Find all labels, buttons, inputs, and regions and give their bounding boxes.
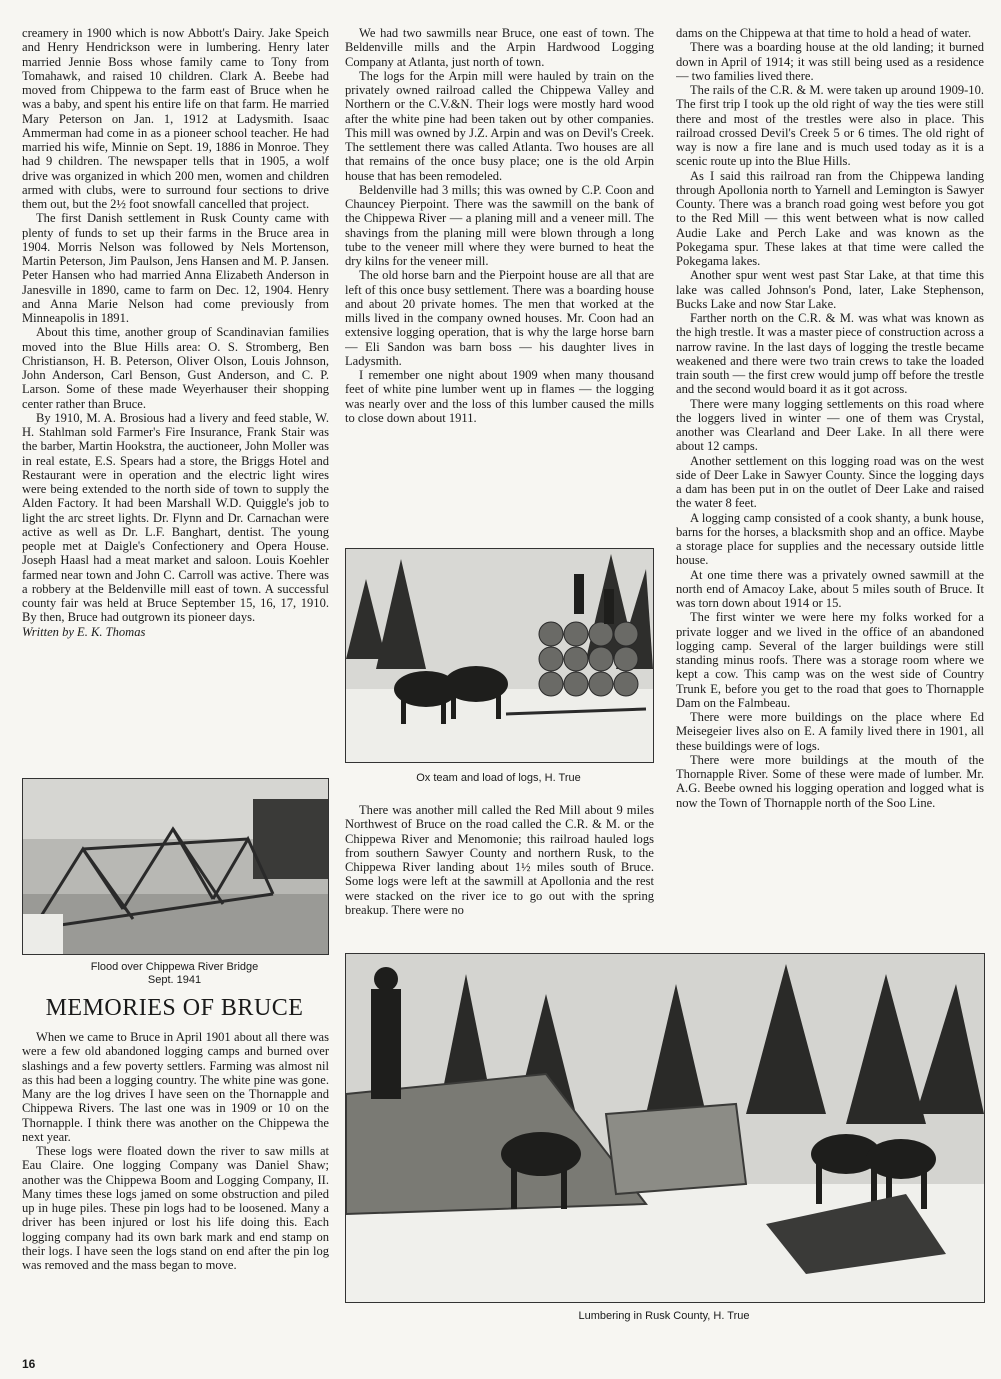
memories-heading: MEMORIES OF BRUCE — [45, 995, 304, 1021]
paragraph: These logs were floated down the river to saw mills at Eau Claire. One logging Company was Daniel Shaw; another was the Chippewa Boom and Logging Company, II. Many times these logs jamed on some obstruction and piled up in huge piles. These pin logs had to be loosened. Many a driver has been injured or lost his life doing this. Each logging company had its own bark mark and end stamp on their logs. I have seen the logs stand on end after the pin log was removed and the mass began to move. — [22, 1144, 329, 1272]
column-2-bottom — [345, 803, 654, 943]
paragraph: dams on the Chippewa at that time to hold a head of water. — [676, 26, 972, 40]
ox-caption: Ox team and load of logs, H. True — [416, 772, 581, 784]
bridge-illustration — [23, 779, 328, 954]
paragraph: Another settlement on this logging road was on the west side of Deer Lake in Sawyer County. Since the logging days a dam has been put in on the outlet of Deer Lake and raised the water 8 feet. — [676, 453, 984, 511]
paragraph: About this time, another group of Scandinavian families moved into the Blue Hills area: O. S. Stromberg, Ben Christianson, H. B. Peterson, Oliver Olson, Louis Johnson, John Anderson, Carl Benson, Gust Anderson, and C. P. Larson. Some of these made Weyerhauser their shopping center rather than Bruce. — [22, 325, 329, 411]
paragraph: When we came to Bruce in April 1901 about all there was were a few old abandoned logging camps and burned over slashings and a few poverty settlers. Farming was almost nil as this had been a logging country. The white pine was gone. Many are the log drives I have seen on the Thornapple and Chippewa Rivers. The last one was in 1909 or 10 on the Thornapple. I think there was another on the Chippewa the next year. — [22, 1030, 329, 1144]
paragraph: By 1910, M. A. Brosious had a livery and feed stable, W. H. Stahlman sold Farmer's Fire Insurance, Frank Stair was the barber, Martin Hookstra, the auctioneer, John Moller was in real estate, E.S. Spears had a store, the Briggs Hotel and Restaurant were in operation and the electric light wires were being extended to the north side of town to supply the Alden Factory. It had been Marshall W.D. Quiggle's job to light the arc street lights. Dr. Flynn and Dr. Carnachan were active as well as Dr. L.F. Banghart, dentist. The young people met at Daigle's Confectionery and Opera House. Joseph Haasl had a meat market and saloon. Louis Koehler farmed near town and John C. Carroll was active. There was a robbery at the Beldenville mill east of town. A successful county fair was held at Bruce September 15, 16, 17, 1910. By then, Bruce had outgrown its pioneer days. — [22, 410, 329, 625]
flood-bridge-photo — [22, 778, 329, 955]
ox-team-photo — [345, 548, 654, 763]
column-3 — [676, 26, 984, 944]
paragraph: There was a boarding house at the old landing; it burned down in April of 1914; it was still being used as a residence — two families lived there. — [676, 40, 984, 83]
column-1-bottom — [22, 1030, 329, 1340]
paragraph: At one time there was a privately owned sawmill at the north end of Amacoy Lake, about 5 miles south of Bruce. It was torn down about 1914 or 15. — [676, 567, 984, 610]
bridge-caption: Flood over Chippewa River Bridge Sept. 1941 — [90, 961, 259, 986]
paragraph: The logs for the Arpin mill were hauled by train on the privately owned railroad called the Chippewa Valley and Northern or the C.V.&N. Their logs were mostly hard wood after the white pine had been taken out by other companies. This mill was owned by J.Z. Arpin and was on Devil's Creek. The settlement there was called Atlanta. Two houses are all that remains of the once busy place; one is the old Arpin house that has been remodeled. — [345, 68, 654, 183]
paragraph: The first winter we were here my folks worked for a private logger and we lived in the office of an abandoned logging camp. Several of the larger buildings were still standing minus roofs. There was a storage room where we kept a cow. This camp was on the west side of Country Trunk E, before you get to the road that goes to Thornapple Dam on the Falmbeau. — [676, 610, 984, 710]
byline: Written by E. K. Thomas — [22, 624, 146, 639]
lumbering-illustration — [346, 954, 984, 1302]
paragraph: There was another mill called the Red Mill about 9 miles Northwest of Bruce on the road called the C.R. & M. or the Chippewa River and Menomonie; this railroad hauled logs from southern Sawyer County and northern Rusk, to the Chippewa River landing about 1½ miles south of Bruce. Some logs were left at the sawmill at Apollonia and the rest were stacked on the river ice to go out with the spring breakup. There were no — [345, 803, 654, 917]
lumbering-photo — [345, 953, 985, 1303]
paragraph: The rails of the C.R. & M. were taken up around 1909-10. The first trip I took up the old right of way the ties were still there and most of the trestles were also in place. This railroad crossed Devil's Creek 5 or 6 times. The old right of way is now a fire lane and is much used today as it is a scenic route up into the Blue Hills. — [676, 83, 984, 169]
paragraph: creamery in 1900 which is now Abbott's Dairy. Jake Speich and Henry Hendrickson were in lumbering. Henry later married Jennie Boss whose family came to Tony from Tomahawk, and raised 10 children. Clark A. Beebe had moved from Chippewa to the farm east of Bruce when he was a baby, and spent his entire life on that farm. He married Mary Peterson on Jan. 1, 1912 at Ladysmith. Isaac Ammerman had come in as a pioneer school teacher. He had married his wife, Minnie on Sept. 19, 1886 in Monroe. They had 9 children. The newspaper tells that in 1905, a wolf drive was organized in which 200 men, women and children armed with clubs, were to surround four sections to drive them out, but the 2½ foot snowfall cancelled that project. — [22, 26, 329, 211]
paragraph: The first Danish settlement in Rusk County came with plenty of funds to set up their farms in the Bruce area in 1904. Morris Nelson was followed by Nels Mortenson, Martin Peterson, Jim Paulson, Jens Hansen and M. P. Jansen. Peter Hansen who had married Anna Elizabeth Anderson in Janesville in 1890, came to farm on Dec. 12, 1904. Henry and Anna Marie Nelson had come previously from Minneapolis in 1891. — [22, 211, 329, 325]
column-1-top — [22, 26, 329, 774]
paragraph: There were more buildings on the place where Ed Meisegeier lives also on E. A family lived there in 1901, all these buildings were of logs. — [676, 710, 984, 753]
paragraph: Farther north on the C.R. & M. was what was known as the high trestle. It was a master piece of construction across a narrow ravine. In the last days of logging the trestle became weakened and there were two train crews to take the loaded train south — the first crew would jump off before the trestle and the second would board it as it got across. — [676, 311, 984, 397]
column-2-top — [345, 26, 654, 538]
paragraph: Another spur went west past Star Lake, at that time this lake was called Johnson's Pond, later, Lake Stephenson, Bucks Lake and now Star Lake. — [676, 268, 984, 311]
paragraph: There were more buildings at the mouth of the Thornapple River. Some of these were made of lumber. Mr. A.G. Beebe owned his logging operation and logged what is now the Town of Thornapple north of the Soo Line. — [676, 752, 984, 810]
page-number: 16 — [22, 1357, 36, 1371]
paragraph: A logging camp consisted of a cook shanty, a bunk house, barns for the horses, a blacksmith shop and an office. Maybe a storage place for supplies and the necessary outside little house. — [676, 510, 984, 568]
paragraph: We had two sawmills near Bruce, one east of town. The Beldenville mills and the Arpin Hardwood Logging Company at Atlanta, just north of town. — [345, 26, 654, 69]
lumbering-caption: Lumbering in Rusk County, H. True — [578, 1310, 750, 1322]
paragraph: As I said this railroad ran from the Chippewa landing through Apollonia north to Yarnell and Lemington is Sawyer County. There was a branch road going west before you got to the Red Mill — this went between what is now called Audie Lake and Perch Lake and was known as the Pokegama spur. These lakes at that time were called the Pokegama lakes. — [676, 168, 984, 268]
paragraph: I remember one night about 1909 when many thousand feet of white pine lumber went up in flames — the logging was nearly over and the loss of this lumber caused the mills to close down about 1911. — [345, 368, 654, 425]
paragraph: The old horse barn and the Pierpoint house are all that are left of this once busy settlement. There was a boarding house and about 20 private homes. The men that worked at the mills lived in the company owned houses. Mr. Coon had an extensive logging operation, that is why the large horse barn — Eli Sandon was barn boss — his daughter lives in Ladysmith. — [345, 268, 654, 368]
paragraph: There were many logging settlements on this road where the loggers lived in winter — one of them was Crystal, another was Clearland and Deer Lake. In all there were about 12 camps. — [676, 396, 984, 454]
paragraph: Beldenville had 3 mills; this was owned by C.P. Coon and Chauncey Pierpoint. There was the sawmill on the bank of the Chippewa River — a planing mill and a veneer mill. The shavings from the planing mill were blown through a long tube to the veneer mill where they were burned to heat the dry kilns for the veneer mill. — [345, 182, 654, 268]
ox-team-illustration — [346, 549, 653, 762]
